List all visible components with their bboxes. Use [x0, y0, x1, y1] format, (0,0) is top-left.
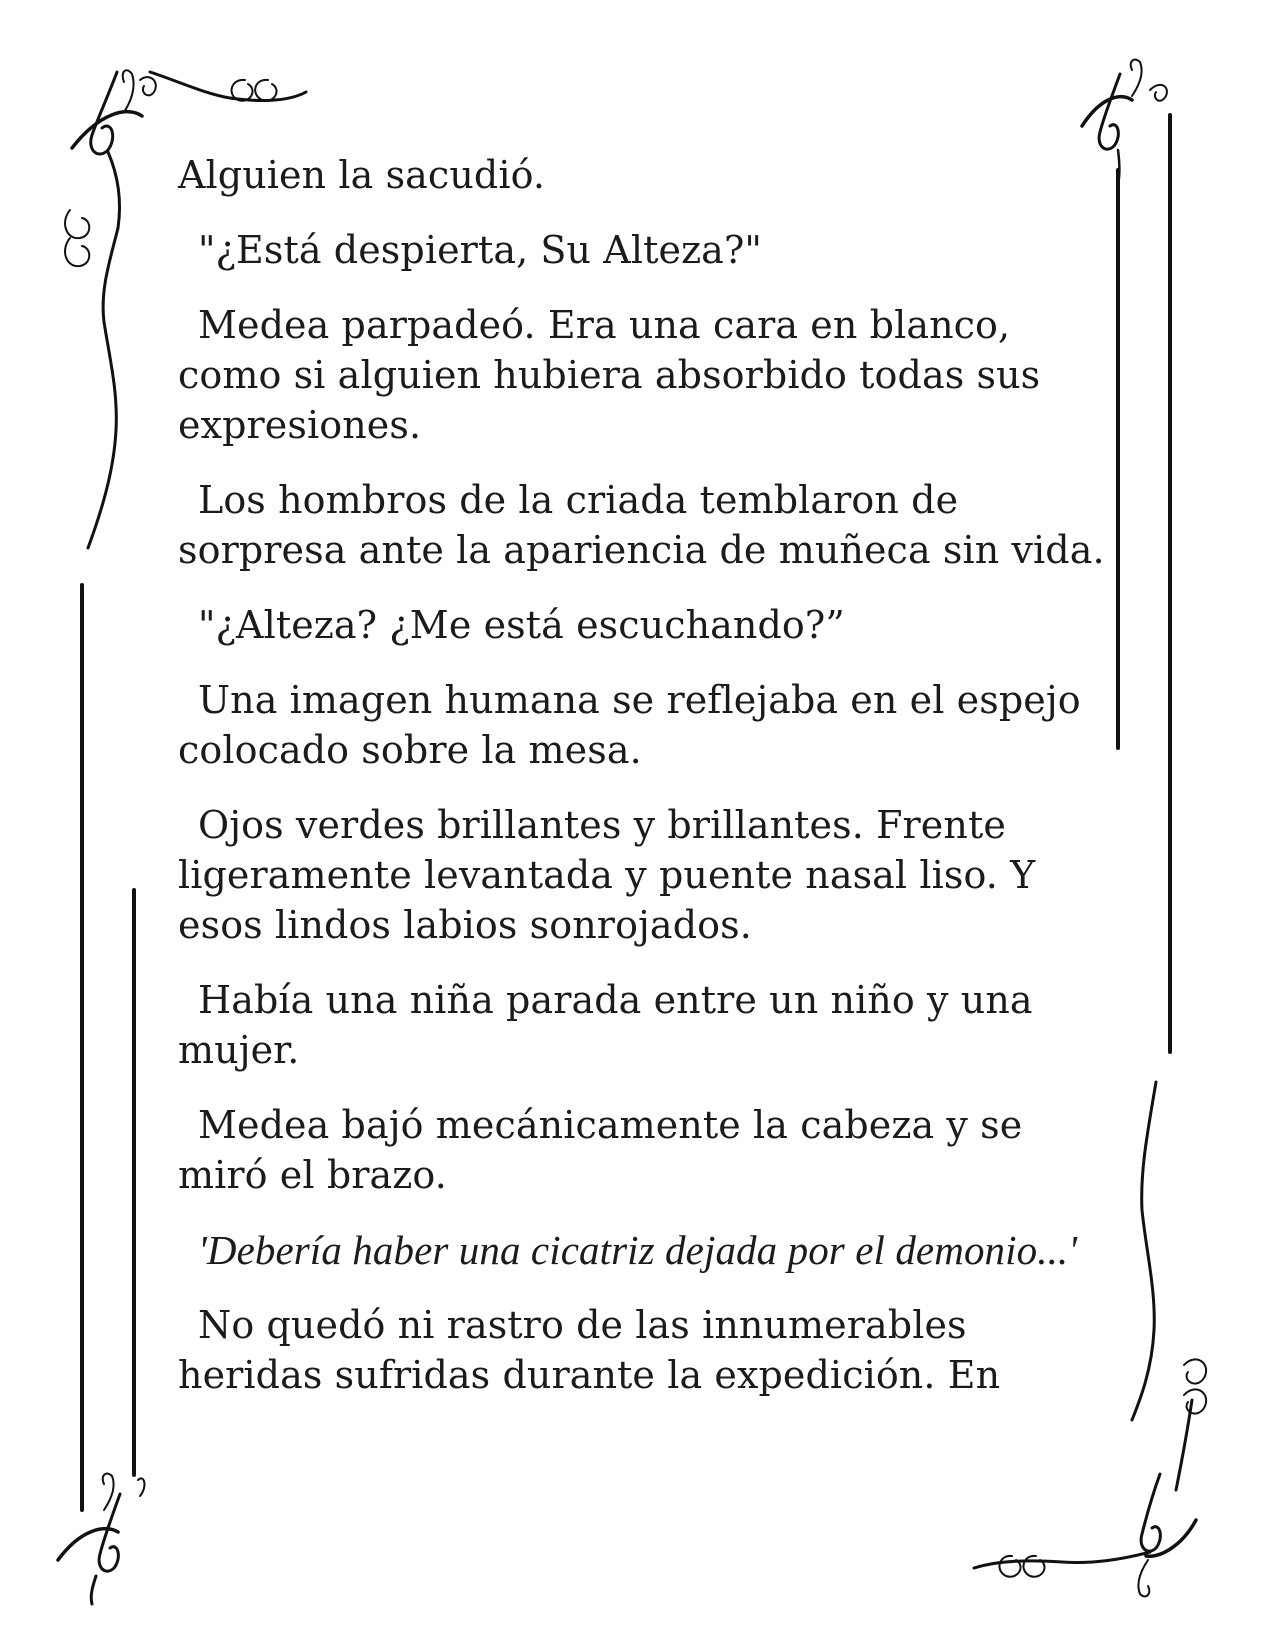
paragraph-dialogue: "¿Está despierta, Su Alteza?" — [198, 228, 762, 272]
paragraph: Medea bajó mecánicamente la cabeza y se miró el brazo. — [178, 1103, 1023, 1197]
paragraph: Ojos verdes brillantes y brillantes. Frente ligeramente levantada y puente nasal liso. Y esos lindos labios sonrojados. — [178, 803, 1036, 947]
document-body — [178, 150, 1108, 1425]
paragraph-thought: 'Debería haber una cicatriz dejada por el demonio...' — [198, 1227, 1078, 1273]
paragraph: Alguien la sacudió. — [178, 153, 546, 197]
paragraph: Los hombros de la criada temblaron de sorpresa ante la apariencia de muñeca sin vida. — [178, 478, 1105, 572]
paragraph: Medea parpadeó. Era una cara en blanco, como si alguien hubiera absorbido todas sus expresiones. — [178, 303, 1041, 447]
paragraph: Una imagen humana se reflejaba en el espejo colocado sobre la mesa. — [178, 678, 1081, 772]
flourish-bottom-left-icon — [58, 1474, 144, 1604]
paragraph: Había una niña parada entre un niño y una mujer. — [178, 978, 1033, 1072]
paragraph: No quedó ni rastro de las innumerables heridas sufridas durante la expedición. En — [178, 1303, 1001, 1397]
paragraph-dialogue: "¿Alteza? ¿Me está escuchando?” — [198, 603, 845, 647]
